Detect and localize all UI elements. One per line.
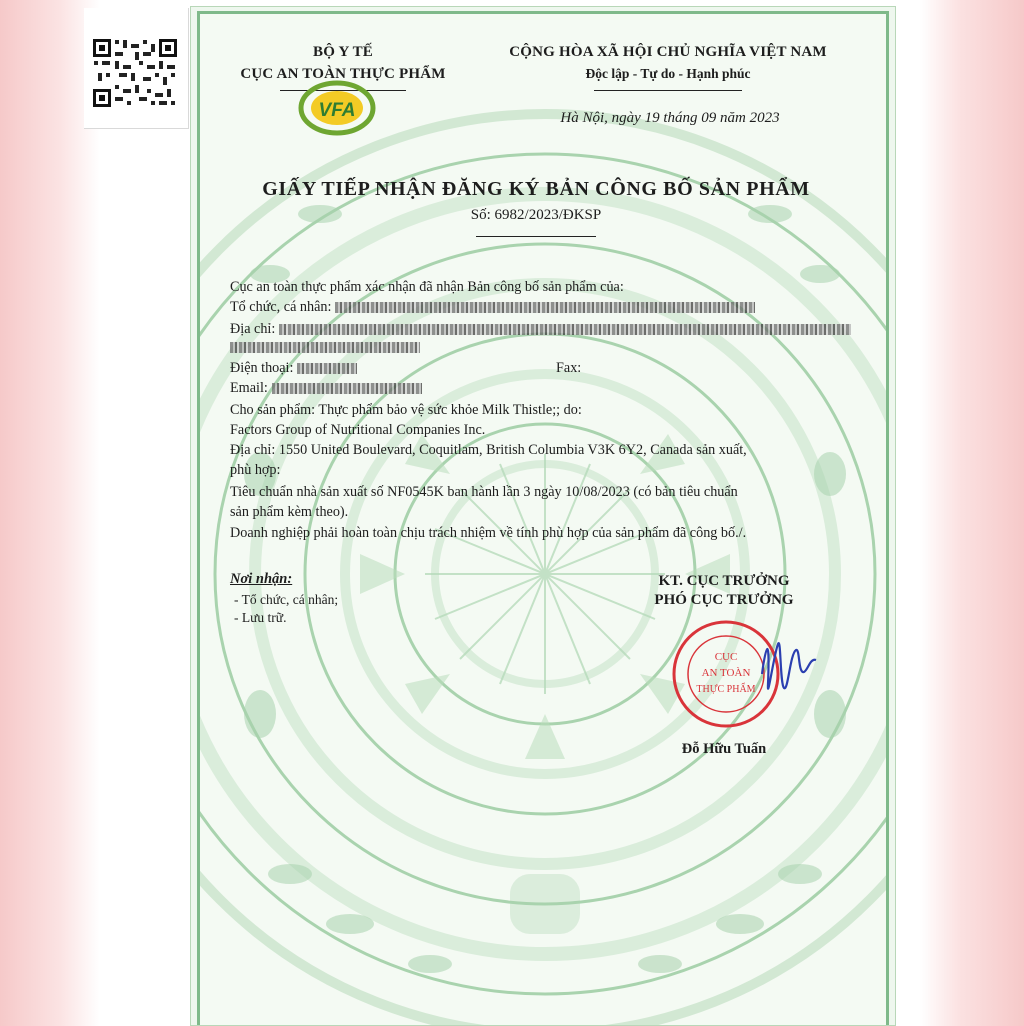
qr-code-panel — [84, 8, 189, 129]
qr-code-icon — [90, 36, 180, 110]
redacted-phone — [297, 363, 357, 374]
intro-line: Cục an toàn thực phẩm xác nhận đã nhận Bản công bố sản phẩm của: — [230, 279, 624, 295]
recipients-heading: Nơi nhận: — [230, 571, 293, 587]
standard-line: Tiêu chuẩn nhà sản xuất số NF0545K ban hành lần 3 ngày 10/08/2023 (có bản tiêu chuẩn — [230, 484, 738, 500]
responsibility-line: Doanh nghiệp phải hoàn toàn chịu trách nhiệm về tính phù hợp của sản phẩm đã công bố./. — [230, 525, 747, 541]
redacted-address — [279, 324, 851, 335]
phone-label: Điện thoại: — [230, 360, 294, 376]
national-motto: Độc lập - Tự do - Hạnh phúc — [585, 66, 751, 81]
agency-name: CỤC AN TOÀN THỰC PHẨM — [240, 66, 446, 82]
handwritten-signature-icon — [762, 643, 816, 689]
place-date: Hà Nội, ngày 19 tháng 09 năm 2023 — [560, 110, 780, 126]
conformity-line: phù hợp: — [230, 462, 281, 478]
stamp-text-mid: AN TOÀN — [701, 667, 751, 679]
document-number: Số: 6982/2023/ĐKSP — [470, 207, 602, 223]
recipient-item: - Lưu trữ. — [234, 610, 287, 625]
motto-underline — [594, 90, 742, 91]
number-underline — [476, 236, 596, 237]
redacted-address-2 — [230, 342, 420, 353]
address-line-2 — [230, 337, 420, 357]
product-line: Cho sản phẩm: Thực phẩm bảo vệ sức khỏe Milk Thistle;; do: — [230, 402, 582, 418]
organization-line — [230, 297, 755, 317]
redacted-email — [272, 383, 422, 394]
vfa-logo-text: VFA — [318, 100, 356, 121]
address-label: Địa chỉ: — [230, 321, 276, 337]
standard-line-2: sản phẩm kèm theo). — [230, 504, 349, 520]
signatory-name: Đỗ Hữu Tuấn — [681, 741, 767, 757]
stamp-text-bottom: THỰC PHẨM — [696, 684, 756, 695]
email-line — [230, 378, 422, 398]
official-stamp-icon — [670, 614, 830, 734]
stamp-text-top: CỤC — [714, 651, 738, 663]
signature-position: PHÓ CỤC TRƯỞNG — [654, 592, 794, 608]
manufacturer-line: Factors Group of Nutritional Companies Inc. — [230, 422, 486, 438]
address-line — [230, 319, 851, 339]
ministry-name: BỘ Y TẾ — [312, 44, 374, 60]
redacted-organization — [335, 302, 755, 313]
organization-label: Tổ chức, cá nhân: — [230, 299, 332, 315]
document-title: GIẤY TIẾP NHẬN ĐĂNG KÝ BẢN CÔNG BỐ SẢN PHẨM — [262, 178, 810, 200]
certificate-document — [190, 6, 896, 1026]
phone-line — [230, 358, 357, 378]
fax-label: Fax: — [556, 360, 582, 376]
email-label: Email: — [230, 380, 268, 396]
signature-title: KT. CỤC TRƯỞNG — [658, 573, 790, 589]
country-name: CỘNG HÒA XÃ HỘI CHỦ NGHĨA VIỆT NAM — [509, 44, 827, 60]
vfa-logo-icon — [297, 80, 377, 136]
document-frame — [197, 11, 889, 1025]
recipient-item: - Tổ chức, cá nhân; — [234, 592, 339, 607]
manufacturer-address-line: Địa chỉ: 1550 United Boulevard, Coquitlam, British Columbia V3K 6Y2, Canada sản xuất, — [230, 442, 747, 458]
